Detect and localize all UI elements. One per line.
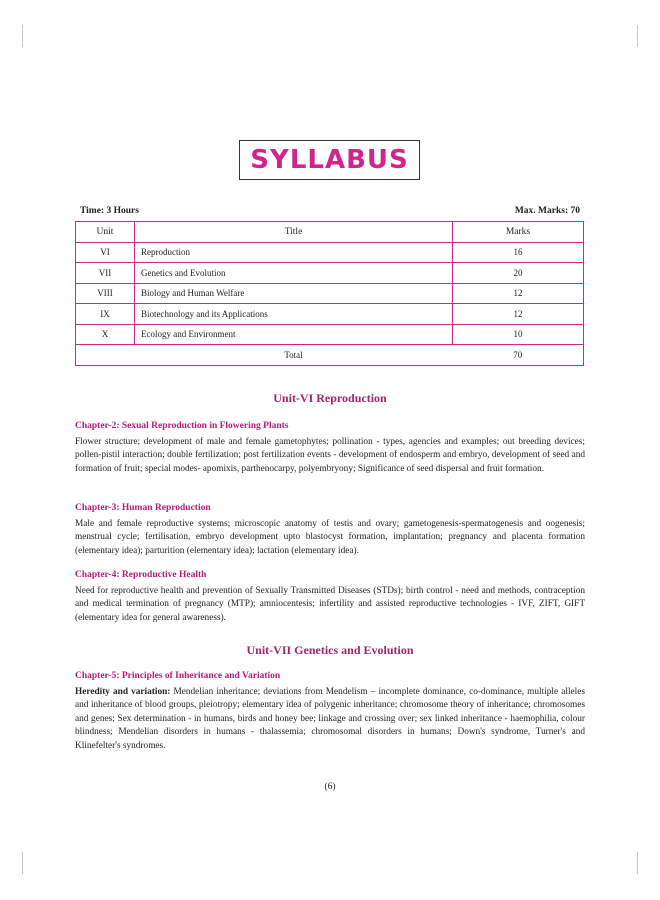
cell-unit: VII: [76, 263, 135, 284]
chapter-heading: Chapter-3: Human Reproduction: [75, 503, 211, 513]
chapter-heading: Chapter-5: Principles of Inheritance and Variation: [75, 671, 281, 681]
unit-heading: Unit-VII Genetics and Evolution: [246, 643, 414, 657]
unit-heading: Unit-VI Reproduction: [273, 391, 387, 405]
chapter-text: [75, 686, 585, 753]
crop-mark-bottom-right: [637, 852, 638, 874]
table-row: [76, 304, 584, 325]
cell-unit: VI: [76, 242, 135, 263]
max-marks-label: Max. Marks: 70: [514, 206, 580, 216]
table-header-row: [76, 222, 584, 243]
cell-empty: [76, 345, 135, 366]
chapter-text: Male and female reproductive systems; microscopic anatomy of testis and ovary; gametogenesis-spermatogenesis and oogenesis; menstrual cycle; fertilisation, embryo development upto blastocyst formation, implantation; pregnancy and placenta formation (elementary idea); parturition (elementary idea); lactation (elementary idea).: [75, 519, 585, 556]
crop-mark-top-right: [637, 25, 638, 47]
header-unit: Unit: [76, 222, 135, 243]
cell-marks: 12: [453, 304, 584, 325]
chapter-lead: Heredity and variation:: [75, 687, 171, 697]
crop-mark-top-left: [22, 25, 23, 47]
chapter-heading: Chapter-2: Sexual Reproduction in Flowering Plants: [75, 421, 289, 431]
cell-title: Biology and Human Welfare: [135, 283, 453, 304]
cell-marks: 10: [453, 324, 584, 345]
header-title: Title: [135, 222, 453, 243]
cell-unit: IX: [76, 304, 135, 325]
chapter-text: Flower structure; development of male and female gametophytes; pollination - types, agencies and examples; out breeding devices; pollen-pistil interaction; double fertilization; post fertilization events - development of endosperm and embryo, development of seed and formation of fruit; special modes- apomixis, parthenocarpy, polyembryony; Significance of seed dispersal and fruit formation.: [75, 437, 585, 474]
cell-title: Biotechnology and its Applications: [135, 304, 453, 325]
cell-title: Genetics and Evolution: [135, 263, 453, 284]
header-marks: Marks: [453, 222, 584, 243]
page-title: SYLLABUS: [250, 145, 409, 175]
cell-title: Reproduction: [135, 242, 453, 263]
total-label: Total: [135, 345, 453, 366]
page-number: (6): [324, 782, 336, 792]
cell-marks: 12: [453, 283, 584, 304]
table-row: [76, 242, 584, 263]
table-row: [76, 324, 584, 345]
cell-unit: VIII: [76, 283, 135, 304]
cell-marks: 20: [453, 263, 584, 284]
time-label: Time: 3 Hours: [80, 206, 139, 216]
cell-title: Ecology and Environment: [135, 324, 453, 345]
cell-marks: 16: [453, 242, 584, 263]
chapter-heading: Chapter-4: Reproductive Health: [75, 570, 207, 580]
table-row: [76, 263, 584, 284]
chapter-text: Need for reproductive health and prevention of Sexually Transmitted Diseases (STDs); birth control - need and methods, contraception and medical termination of pregnancy (MTP); amniocentesis; infertility and assisted reproductive technologies - IVF, ZIFT, GIFT (elementary idea for general awareness).: [75, 586, 585, 623]
syllabus-title-box: [239, 140, 420, 180]
table-row: [76, 283, 584, 304]
chapter-body: Mendelian inheritance; deviations from Mendelism – incomplete dominance, co-dominance, multiple alleles and inheritance of blood groups, pleiotropy; elementary idea of polygenic inheritance; chromosome theory of inheritance; chromosomes and genes; Sex determination - in humans, birds and honey bee; linkage and crossing over; sex linked inheritance - haemophilia, colour blindness; Mendelian disorders in humans - thalassemia; chromosomal disorders in humans; Down's syndrome, Turner's and Klinefelter's syndromes.: [75, 687, 585, 751]
crop-mark-bottom-left: [22, 852, 23, 874]
syllabus-table: [75, 221, 584, 366]
total-value: 70: [453, 345, 584, 366]
cell-unit: X: [76, 324, 135, 345]
table-total-row: [76, 345, 584, 366]
